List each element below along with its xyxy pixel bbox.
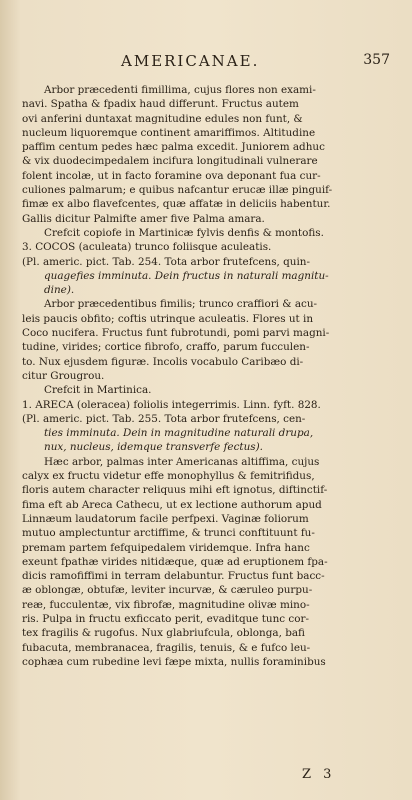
text-line: reæ, fucculentæ, vix fibrofæ, magnitudine olivæ mino- [22, 598, 310, 611]
species-heading-line: 1. ARECA (oleracea) foliolis integerrimis. Linn. fyft. 828. [22, 398, 321, 411]
text-line: Arbor præcedentibus fimilis; trunco craffiori & acu- [44, 298, 318, 311]
text-line: fimæ ex albo flavefcentes, quæ affatæ in deliciis habentur. [22, 198, 331, 211]
signature-mark: Z 3 [302, 767, 336, 782]
text-line: nux, nucleus, idemque transverfe fectus). [44, 441, 263, 454]
text-line: premam partem fefquipedalem viridemque. Infra hanc [22, 541, 310, 554]
page-number: 357 [363, 52, 390, 68]
text-line: fima eft ab Areca Cathecu, ut ex lectione authorum apud [22, 498, 322, 511]
text-line: Crefcit in Martinica. [44, 384, 152, 397]
text-line: Coco nucifera. Fructus funt fubrotundi, pomi parvi magni- [22, 327, 330, 340]
text-line: tudine, virides; cortice fibrofo, craffo, parum fucculen- [22, 341, 310, 354]
text-line: to. Nux ejusdem figuræ. Incolis vocabulo Caribæo di- [22, 355, 304, 368]
running-head: AMERICANAE. [121, 52, 260, 70]
text-line: dine). [44, 284, 75, 297]
text-line: æ oblongæ, obtufæ, leviter incurvæ, & cæruleo purpu- [22, 584, 313, 597]
text-line: folent incolæ, ut in facto foramine ova deponant fua cur- [22, 169, 321, 182]
text-line: (Pl. americ. pict. Tab. 254. Tota arbor frutefcens, quin- [22, 255, 311, 268]
text-line: Crefcit copiofe in Martinicæ fylvis denfis & montofis. [44, 226, 324, 239]
text-line: exeunt fpathæ virides nitidæque, quæ ad eruptionem fpa- [22, 555, 328, 568]
text-line: Gallis dicitur Palmifte amer five Palma amara. [22, 212, 265, 225]
text-line: calyx ex fructu videtur effe monophyllus & femitrifidus, [22, 470, 315, 483]
text-line: paffim centum pedes hæc palma excedit. Juniorem adhuc [22, 141, 325, 154]
text-line: Hæc arbor, palmas inter Americanas altiffima, cujus [44, 455, 320, 468]
text-line: dicis ramofiffimi in terram delabuntur. Fructus funt bacc- [22, 570, 325, 583]
text-line: fubacuta, membranacea, fragilis, tenuis, & e fufco leu- [22, 641, 311, 654]
text-line: floris autem character reliquus mihi eft ignotus, diftinctif- [22, 484, 328, 497]
text-line: ties imminuta. Dein in magnitudine naturali drupa, [44, 427, 314, 440]
text-line: nucleum liquoremque continent amariffimos. Altitudine [22, 126, 316, 139]
text-line: navi. Spatha & fpadix haud differunt. Fructus autem [22, 98, 299, 111]
text-line: quagefies imminuta. Dein fructus in naturali magnitu- [44, 269, 329, 282]
text-line: citur Grougrou. [22, 369, 105, 382]
text-line: mutuo amplectuntur arctiffime, & trunci conftituunt fu- [22, 527, 315, 540]
text-line: Linnæum laudatorum facile perfpexi. Vaginæ foliorum [22, 512, 309, 525]
text-line: (Pl. americ. pict. Tab. 255. Tota arbor frutefcens, cen- [22, 412, 306, 425]
text-line: ris. Pulpa in fructu exficcato perit, evaditque tunc cor- [22, 612, 309, 625]
page-header [0, 52, 412, 72]
text-line: Arbor præcedenti fimillima, cujus flores non exami- [44, 84, 316, 96]
text-line: tex fragilis & rugofus. Nux glabriufcula, oblonga, bafi [22, 627, 305, 640]
text-line: leis paucis obfito; coftis utrinque aculeatis. Flores ut in [22, 312, 314, 325]
text-line: & vix duodecimpedalem incifura longitudinali vulnerare [22, 155, 318, 168]
text-line: ovi anferini duntaxat magnitudine edules non funt, & [22, 112, 303, 125]
species-heading-line: 3. COCOS (aculeata) trunco foliisque aculeatis. [22, 241, 272, 254]
body-text [22, 83, 394, 669]
text-line: cophæa cum rubedine levi fæpe mixta, nullis foraminibus [22, 655, 326, 668]
text-line: culiones palmarum; e quibus nafcantur erucæ illæ pinguif- [22, 184, 333, 197]
